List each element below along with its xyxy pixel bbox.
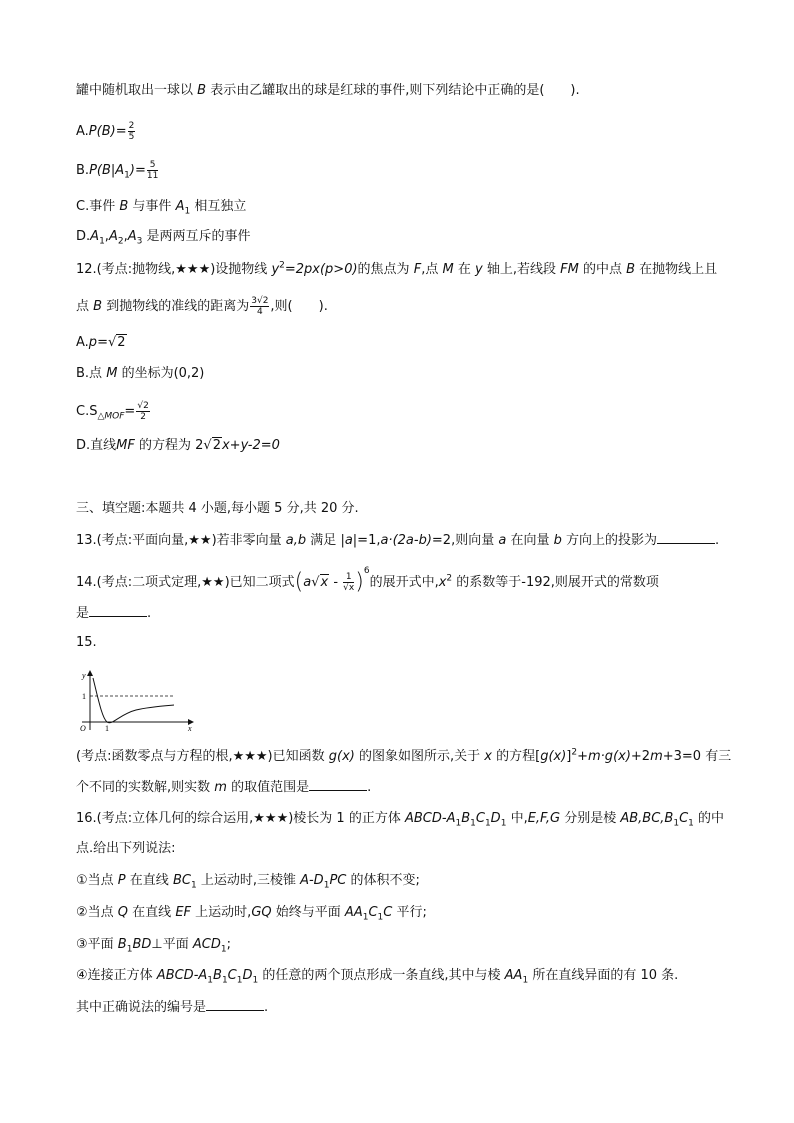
q12-option-c: $C.S_{\triangle MOF}=$ $\frac{√2}{2}$ xyxy=(76,401,149,422)
function-graph xyxy=(76,668,196,734)
q15-number: 15. xyxy=(76,635,97,650)
q16-stem-line2: 点.给出下列说法: xyxy=(76,841,176,856)
q15-stem-line1: (考点:函数零点与方程的根,★★★)已知函数 g(x) 的图象如图所示,关于 x 的方程$[g(x)]^2+m\cdot g(x)+2m+3=0$ 有三 xyxy=(76,747,732,764)
q12-option-d: D.直线MF 的方程为 2√2x+y-2=0 xyxy=(76,438,280,453)
section-heading: 三、填空题:本题共 4 小题,每小题 5 分,共 20 分. xyxy=(76,501,359,516)
q14-stem-line2: 是 . xyxy=(76,606,152,621)
q11-stem: 罐中随机取出一球以 B 表示由乙罐取出的球是红球的事件,则下列结论中正确的是( ). xyxy=(76,83,580,98)
q16-last-line: 其中正确说法的编号是 . xyxy=(76,1000,269,1015)
curve xyxy=(93,678,174,723)
answer-blank[interactable] xyxy=(206,998,264,1011)
origin-label: O xyxy=(80,724,86,733)
x-label: x xyxy=(188,724,192,733)
q11-option-c: C.事件 B 与事件 $A_1$ 相互独立 xyxy=(76,199,247,217)
sqrt-sign: √2 xyxy=(107,335,126,350)
y-tick-label: 1 xyxy=(82,692,86,701)
x-tick-label: 1 xyxy=(105,724,109,733)
q11-option-a: A.P(B)= $\frac{2}{5}$ xyxy=(76,121,135,142)
q16-item-3: ③平面 $B_1BD\perp$平面 $ACD_1$; xyxy=(76,937,231,955)
answer-blank[interactable] xyxy=(309,778,367,791)
q11-option-b: $B.P(B|A_1)=$ $\frac{5}{11}$ xyxy=(76,160,159,181)
q14-stem-line1: 14.(考点:二项式定理,★★)已知二项式(a√x - $\frac{1}{√x}$ )$^6$的展开式中$,x^2$ 的系数等于-192,则展开式的常数项 xyxy=(76,565,659,595)
q12-option-a: A.p=√2 xyxy=(76,335,126,350)
q12-stem-line1: 12.(考点:抛物线,★★★)设抛物线 $y^2=2px(p>0)$的焦点为 F,点 M 在 y 轴上,若线段 FM 的中点 B 在抛物线上且 xyxy=(76,260,718,277)
q12-option-b: B.点 M 的坐标为(0,2) xyxy=(76,366,205,381)
q15-stem-line2: 个不同的实数解,则实数 m 的取值范围是 . xyxy=(76,780,372,795)
q13-stem: 13.(考点:平面向量,★★)若非零向量 a,b 满足 |a|=1,a·(2a-b)=2,则向量 a 在向量 b 方向上的投影为 . xyxy=(76,533,720,548)
q16-item-1: ①当点 P 在直线 $BC_1$ 上运动时,三棱锥 $A-D_1PC$ 的体积不变; xyxy=(76,873,420,891)
y-label: y xyxy=(82,671,86,680)
q16-item-2: ②当点 Q 在直线 EF 上运动时,GQ 始终与平面 $AA_1C_1C$ 平行; xyxy=(76,905,427,923)
sqrt-sign: √x xyxy=(311,575,329,590)
answer-blank[interactable] xyxy=(89,604,147,617)
y-axis-arrow xyxy=(87,670,93,676)
q11-option-d: $D.A_1,A_2,A_3$ 是两两互斥的事件 xyxy=(76,229,251,247)
answer-blank[interactable] xyxy=(657,531,715,544)
q16-stem-line1: 16.(考点:立体几何的综合运用,★★★)棱长为 1 的正方体 ABCD-$A_1B_1C_1D_1$ 中,E,F,G 分别是棱 $AB,BC,B_1C_1$ 的中 xyxy=(76,811,725,829)
q12-stem-line2: 点 B 到抛物线的准线的距离为 $\frac{3√2}{4}$ ,则( ). xyxy=(76,296,328,317)
q16-item-4: ④连接正方体 ABCD-$A_1B_1C_1D_1$ 的任意的两个顶点形成一条直线,其中与棱 $AA_1$ 所在直线异面的有 10 条. xyxy=(76,968,679,986)
sqrt-sign: √2 xyxy=(203,438,221,453)
